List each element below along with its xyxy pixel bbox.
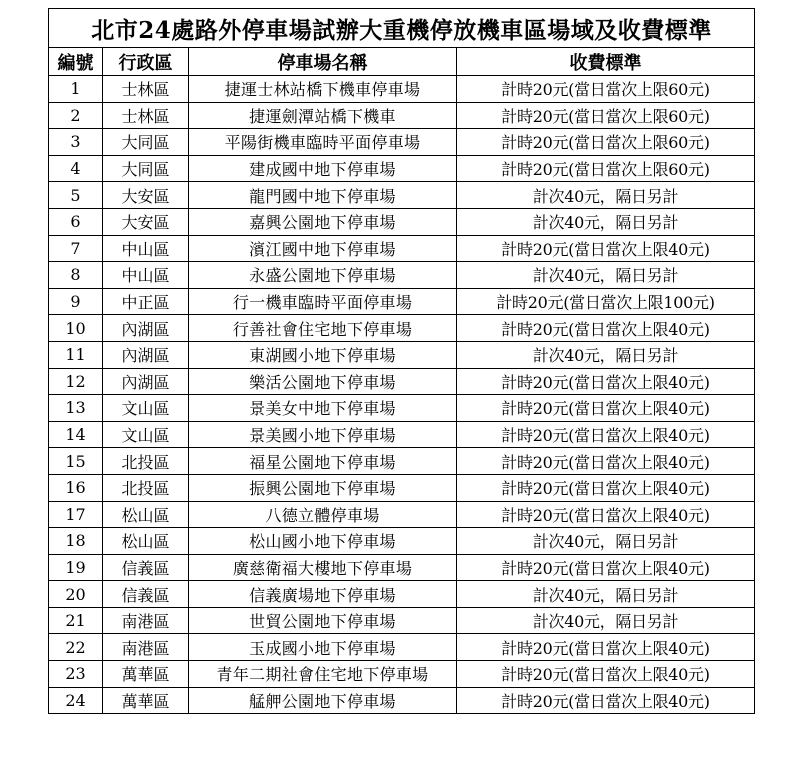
- row-parking-name: 艋舺公園地下停車場: [189, 687, 457, 714]
- row-parking-name: 松山國小地下停車場: [189, 528, 457, 555]
- table-title: 北市24處路外停車場試辦大重機停放機車區場域及收費標準: [49, 9, 755, 48]
- row-fee: 計次40元，隔日另計: [457, 607, 755, 634]
- row-district: 南港區: [103, 607, 189, 634]
- row-fee: 計時20元(當日當次上限40元): [457, 554, 755, 581]
- row-fee: 計時20元(當日當次上限100元): [457, 288, 755, 315]
- row-district: 內湖區: [103, 315, 189, 342]
- table-row: [49, 421, 755, 448]
- table-row: [49, 315, 755, 342]
- row-number: 16: [49, 474, 103, 501]
- row-district: 萬華區: [103, 687, 189, 714]
- row-fee: 計時20元(當日當次上限60元): [457, 129, 755, 156]
- row-parking-name: 玉成國小地下停車場: [189, 634, 457, 661]
- row-fee: 計時20元(當日當次上限40元): [457, 421, 755, 448]
- header-fee: 收費標準: [457, 48, 755, 76]
- row-number: 3: [49, 129, 103, 156]
- row-number: 21: [49, 607, 103, 634]
- row-number: 1: [49, 76, 103, 103]
- table-row: [49, 182, 755, 209]
- row-fee: 計時20元(當日當次上限40元): [457, 687, 755, 714]
- row-district: 信義區: [103, 581, 189, 608]
- row-parking-name: 平陽街機車臨時平面停車場: [189, 129, 457, 156]
- row-parking-name: 樂活公園地下停車場: [189, 368, 457, 395]
- table-row: [49, 129, 755, 156]
- row-number: 13: [49, 395, 103, 422]
- row-parking-name: 濱江國中地下停車場: [189, 235, 457, 262]
- title-row: [49, 9, 755, 48]
- row-number: 14: [49, 421, 103, 448]
- row-fee: 計次40元，隔日另計: [457, 581, 755, 608]
- row-parking-name: 東湖國小地下停車場: [189, 341, 457, 368]
- row-parking-name: 景美國小地下停車場: [189, 421, 457, 448]
- table-row: [49, 155, 755, 182]
- row-parking-name: 捷運劍潭站橋下機車: [189, 102, 457, 129]
- row-parking-name: 行善社會住宅地下停車場: [189, 315, 457, 342]
- row-fee: 計時20元(當日當次上限40元): [457, 634, 755, 661]
- row-fee: 計時20元(當日當次上限40元): [457, 448, 755, 475]
- row-number: 23: [49, 661, 103, 688]
- row-fee: 計時20元(當日當次上限40元): [457, 235, 755, 262]
- row-number: 5: [49, 182, 103, 209]
- row-district: 士林區: [103, 102, 189, 129]
- row-district: 信義區: [103, 554, 189, 581]
- row-parking-name: 青年二期社會住宅地下停車場: [189, 661, 457, 688]
- row-number: 4: [49, 155, 103, 182]
- table-row: [49, 341, 755, 368]
- parking-table: [48, 8, 755, 714]
- row-fee: 計時20元(當日當次上限40元): [457, 368, 755, 395]
- header-row: [49, 48, 755, 76]
- row-district: 中正區: [103, 288, 189, 315]
- table-row: [49, 474, 755, 501]
- table-row: [49, 262, 755, 289]
- table-row: [49, 554, 755, 581]
- row-district: 中山區: [103, 262, 189, 289]
- table-body: [49, 76, 755, 714]
- row-fee: 計時20元(當日當次上限40元): [457, 315, 755, 342]
- row-fee: 計時20元(當日當次上限40元): [457, 501, 755, 528]
- row-district: 松山區: [103, 501, 189, 528]
- row-parking-name: 福星公園地下停車場: [189, 448, 457, 475]
- row-number: 11: [49, 341, 103, 368]
- table-row: [49, 661, 755, 688]
- row-parking-name: 建成國中地下停車場: [189, 155, 457, 182]
- row-number: 10: [49, 315, 103, 342]
- row-fee: 計次40元，隔日另計: [457, 262, 755, 289]
- row-parking-name: 行一機車臨時平面停車場: [189, 288, 457, 315]
- row-district: 內湖區: [103, 341, 189, 368]
- row-number: 24: [49, 687, 103, 714]
- header-no: 編號: [49, 48, 103, 76]
- table-row: [49, 102, 755, 129]
- row-fee: 計次40元，隔日另計: [457, 182, 755, 209]
- table-row: [49, 581, 755, 608]
- row-number: 12: [49, 368, 103, 395]
- row-number: 2: [49, 102, 103, 129]
- row-parking-name: 嘉興公園地下停車場: [189, 208, 457, 235]
- row-district: 萬華區: [103, 661, 189, 688]
- table-row: [49, 528, 755, 555]
- row-district: 南港區: [103, 634, 189, 661]
- parking-fee-document: [48, 8, 754, 714]
- row-number: 15: [49, 448, 103, 475]
- row-district: 松山區: [103, 528, 189, 555]
- row-fee: 計次40元，隔日另計: [457, 341, 755, 368]
- table-row: [49, 208, 755, 235]
- row-district: 文山區: [103, 421, 189, 448]
- row-district: 中山區: [103, 235, 189, 262]
- header-district: 行政區: [103, 48, 189, 76]
- row-parking-name: 振興公園地下停車場: [189, 474, 457, 501]
- row-parking-name: 廣慈衛福大樓地下停車場: [189, 554, 457, 581]
- row-fee: 計次40元，隔日另計: [457, 208, 755, 235]
- row-district: 大同區: [103, 155, 189, 182]
- table-row: [49, 395, 755, 422]
- row-number: 17: [49, 501, 103, 528]
- row-fee: 計時20元(當日當次上限60元): [457, 102, 755, 129]
- table-row: [49, 235, 755, 262]
- row-district: 大同區: [103, 129, 189, 156]
- row-parking-name: 永盛公園地下停車場: [189, 262, 457, 289]
- table-row: [49, 368, 755, 395]
- row-number: 19: [49, 554, 103, 581]
- row-district: 大安區: [103, 182, 189, 209]
- row-fee: 計時20元(當日當次上限40元): [457, 395, 755, 422]
- row-district: 北投區: [103, 474, 189, 501]
- row-district: 內湖區: [103, 368, 189, 395]
- table-row: [49, 501, 755, 528]
- row-district: 文山區: [103, 395, 189, 422]
- row-parking-name: 世貿公園地下停車場: [189, 607, 457, 634]
- row-fee: 計次40元，隔日另計: [457, 528, 755, 555]
- row-number: 7: [49, 235, 103, 262]
- table-row: [49, 687, 755, 714]
- table-row: [49, 448, 755, 475]
- row-parking-name: 捷運士林站橋下機車停車場: [189, 76, 457, 103]
- row-fee: 計時20元(當日當次上限40元): [457, 661, 755, 688]
- row-parking-name: 龍門國中地下停車場: [189, 182, 457, 209]
- row-fee: 計時20元(當日當次上限60元): [457, 155, 755, 182]
- row-district: 士林區: [103, 76, 189, 103]
- row-number: 8: [49, 262, 103, 289]
- row-fee: 計時20元(當日當次上限40元): [457, 474, 755, 501]
- table-row: [49, 288, 755, 315]
- row-parking-name: 景美女中地下停車場: [189, 395, 457, 422]
- row-district: 北投區: [103, 448, 189, 475]
- row-number: 9: [49, 288, 103, 315]
- row-parking-name: 信義廣場地下停車場: [189, 581, 457, 608]
- row-number: 20: [49, 581, 103, 608]
- table-row: [49, 76, 755, 103]
- table-row: [49, 634, 755, 661]
- header-name: 停車場名稱: [189, 48, 457, 76]
- row-fee: 計時20元(當日當次上限60元): [457, 76, 755, 103]
- row-number: 6: [49, 208, 103, 235]
- row-parking-name: 八德立體停車場: [189, 501, 457, 528]
- row-number: 22: [49, 634, 103, 661]
- row-district: 大安區: [103, 208, 189, 235]
- row-number: 18: [49, 528, 103, 555]
- table-row: [49, 607, 755, 634]
